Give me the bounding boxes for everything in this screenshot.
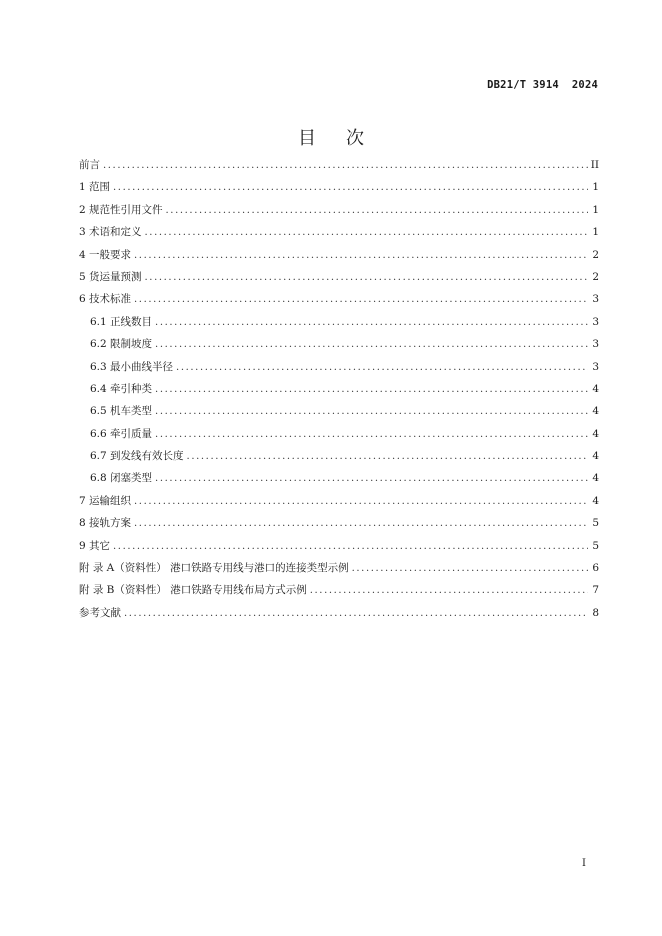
toc-dot-leader (155, 334, 588, 356)
toc-entry-label: 9 其它 (79, 539, 111, 552)
toc-dot-leader (155, 312, 588, 334)
toc-entry-page: 5 (592, 517, 599, 530)
toc-dot-leader (166, 200, 588, 222)
toc-title: 目次 (298, 128, 394, 149)
toc-entry-label: 3 术语和定义 (79, 226, 142, 239)
toc-entry-page: 8 (592, 606, 599, 619)
toc-entry-label: 参考文献 (79, 606, 121, 619)
toc-dot-leader (113, 536, 588, 558)
page-number: I (582, 858, 586, 869)
toc-dot-leader (134, 289, 588, 311)
toc-dot-leader (103, 155, 588, 177)
toc-dot-leader (155, 401, 588, 423)
toc-entry-page: 4 (592, 494, 599, 507)
toc-entry-page: 1 (592, 203, 599, 216)
toc-entry[interactable] (79, 445, 599, 467)
toc-entry-label: 6.2 限制坡度 (90, 338, 153, 351)
toc-entry-page: 4 (592, 450, 599, 463)
toc-entry[interactable] (79, 311, 599, 333)
toc-entry-page: 3 (592, 315, 599, 328)
toc-entry[interactable] (79, 467, 599, 489)
toc-entry-label: 6.8 闭塞类型 (90, 472, 153, 485)
toc-dot-leader (145, 222, 588, 244)
toc-entry[interactable] (79, 535, 599, 557)
toc-entry-page: 4 (592, 472, 599, 485)
toc-dot-leader (352, 558, 588, 580)
toc-entry-label: 6.5 机车类型 (90, 405, 153, 418)
toc-dot-leader (124, 603, 588, 625)
toc-entry[interactable] (79, 557, 599, 579)
toc-entry[interactable] (79, 356, 599, 378)
toc-entry-page: 4 (592, 405, 599, 418)
toc-entry[interactable] (79, 266, 599, 288)
toc-entry[interactable] (79, 602, 599, 624)
toc-entry-page: 3 (592, 360, 599, 373)
toc-entry[interactable] (79, 512, 599, 534)
toc-entry[interactable] (79, 579, 599, 601)
toc-entry-page: II (590, 159, 599, 171)
table-of-contents (79, 154, 599, 624)
toc-entry[interactable] (79, 333, 599, 355)
toc-entry-label: 6.4 牵引种类 (90, 382, 153, 395)
toc-entry-page: 3 (592, 338, 599, 351)
toc-entry-label: 6.1 正线数目 (90, 315, 153, 328)
toc-entry[interactable] (79, 154, 599, 176)
toc-entry[interactable] (79, 288, 599, 310)
toc-dot-leader (134, 513, 588, 535)
toc-entry[interactable] (79, 400, 599, 422)
toc-entry-label: 附 录 A（资料性） 港口铁路专用线与港口的连接类型示例 (79, 562, 349, 575)
toc-entry[interactable] (79, 423, 599, 445)
toc-dot-leader (145, 267, 588, 289)
toc-entry-page: 3 (592, 293, 599, 306)
toc-entry-label: 5 货运量预测 (79, 270, 142, 283)
toc-dot-leader (155, 424, 588, 446)
toc-entry-label: 1 范围 (79, 181, 111, 194)
toc-entry-page: 2 (592, 270, 599, 283)
toc-entry[interactable] (79, 378, 599, 400)
toc-dot-leader (176, 357, 588, 379)
toc-entry[interactable] (79, 244, 599, 266)
toc-entry-label: 8 接轨方案 (79, 517, 132, 530)
toc-entry[interactable] (79, 199, 599, 221)
toc-dot-leader (113, 177, 588, 199)
toc-entry-label: 6 技术标准 (79, 293, 132, 306)
toc-entry-label: 前言 (79, 159, 100, 171)
toc-dot-leader (134, 245, 588, 267)
toc-dot-leader (155, 379, 588, 401)
toc-dot-leader (155, 468, 588, 490)
document-code: DB21/T 3914 2024 (487, 79, 598, 91)
toc-entry-label: 6.6 牵引质量 (90, 427, 153, 440)
toc-entry-page: 1 (592, 226, 599, 239)
toc-entry[interactable] (79, 221, 599, 243)
toc-entry[interactable] (79, 490, 599, 512)
toc-entry-page: 7 (592, 584, 599, 597)
toc-entry-page: 1 (592, 181, 599, 194)
toc-entry-label: 6.3 最小曲线半径 (90, 360, 174, 373)
toc-entry[interactable] (79, 176, 599, 198)
toc-entry-label: 7 运输组织 (79, 494, 132, 507)
toc-entry-label: 附 录 B（资料性） 港口铁路专用线布局方式示例 (79, 584, 307, 597)
toc-entry-page: 4 (592, 427, 599, 440)
toc-entry-page: 6 (592, 562, 599, 575)
toc-dot-leader (310, 580, 588, 602)
toc-entry-label: 2 规范性引用文件 (79, 203, 163, 216)
toc-dot-leader (134, 491, 588, 513)
toc-entry-page: 5 (592, 539, 599, 552)
toc-entry-page: 2 (592, 248, 599, 261)
toc-entry-page: 4 (592, 382, 599, 395)
toc-entry-label: 4 一般要求 (79, 248, 132, 261)
toc-entry-label: 6.7 到发线有效长度 (90, 450, 184, 463)
toc-dot-leader (187, 446, 588, 468)
